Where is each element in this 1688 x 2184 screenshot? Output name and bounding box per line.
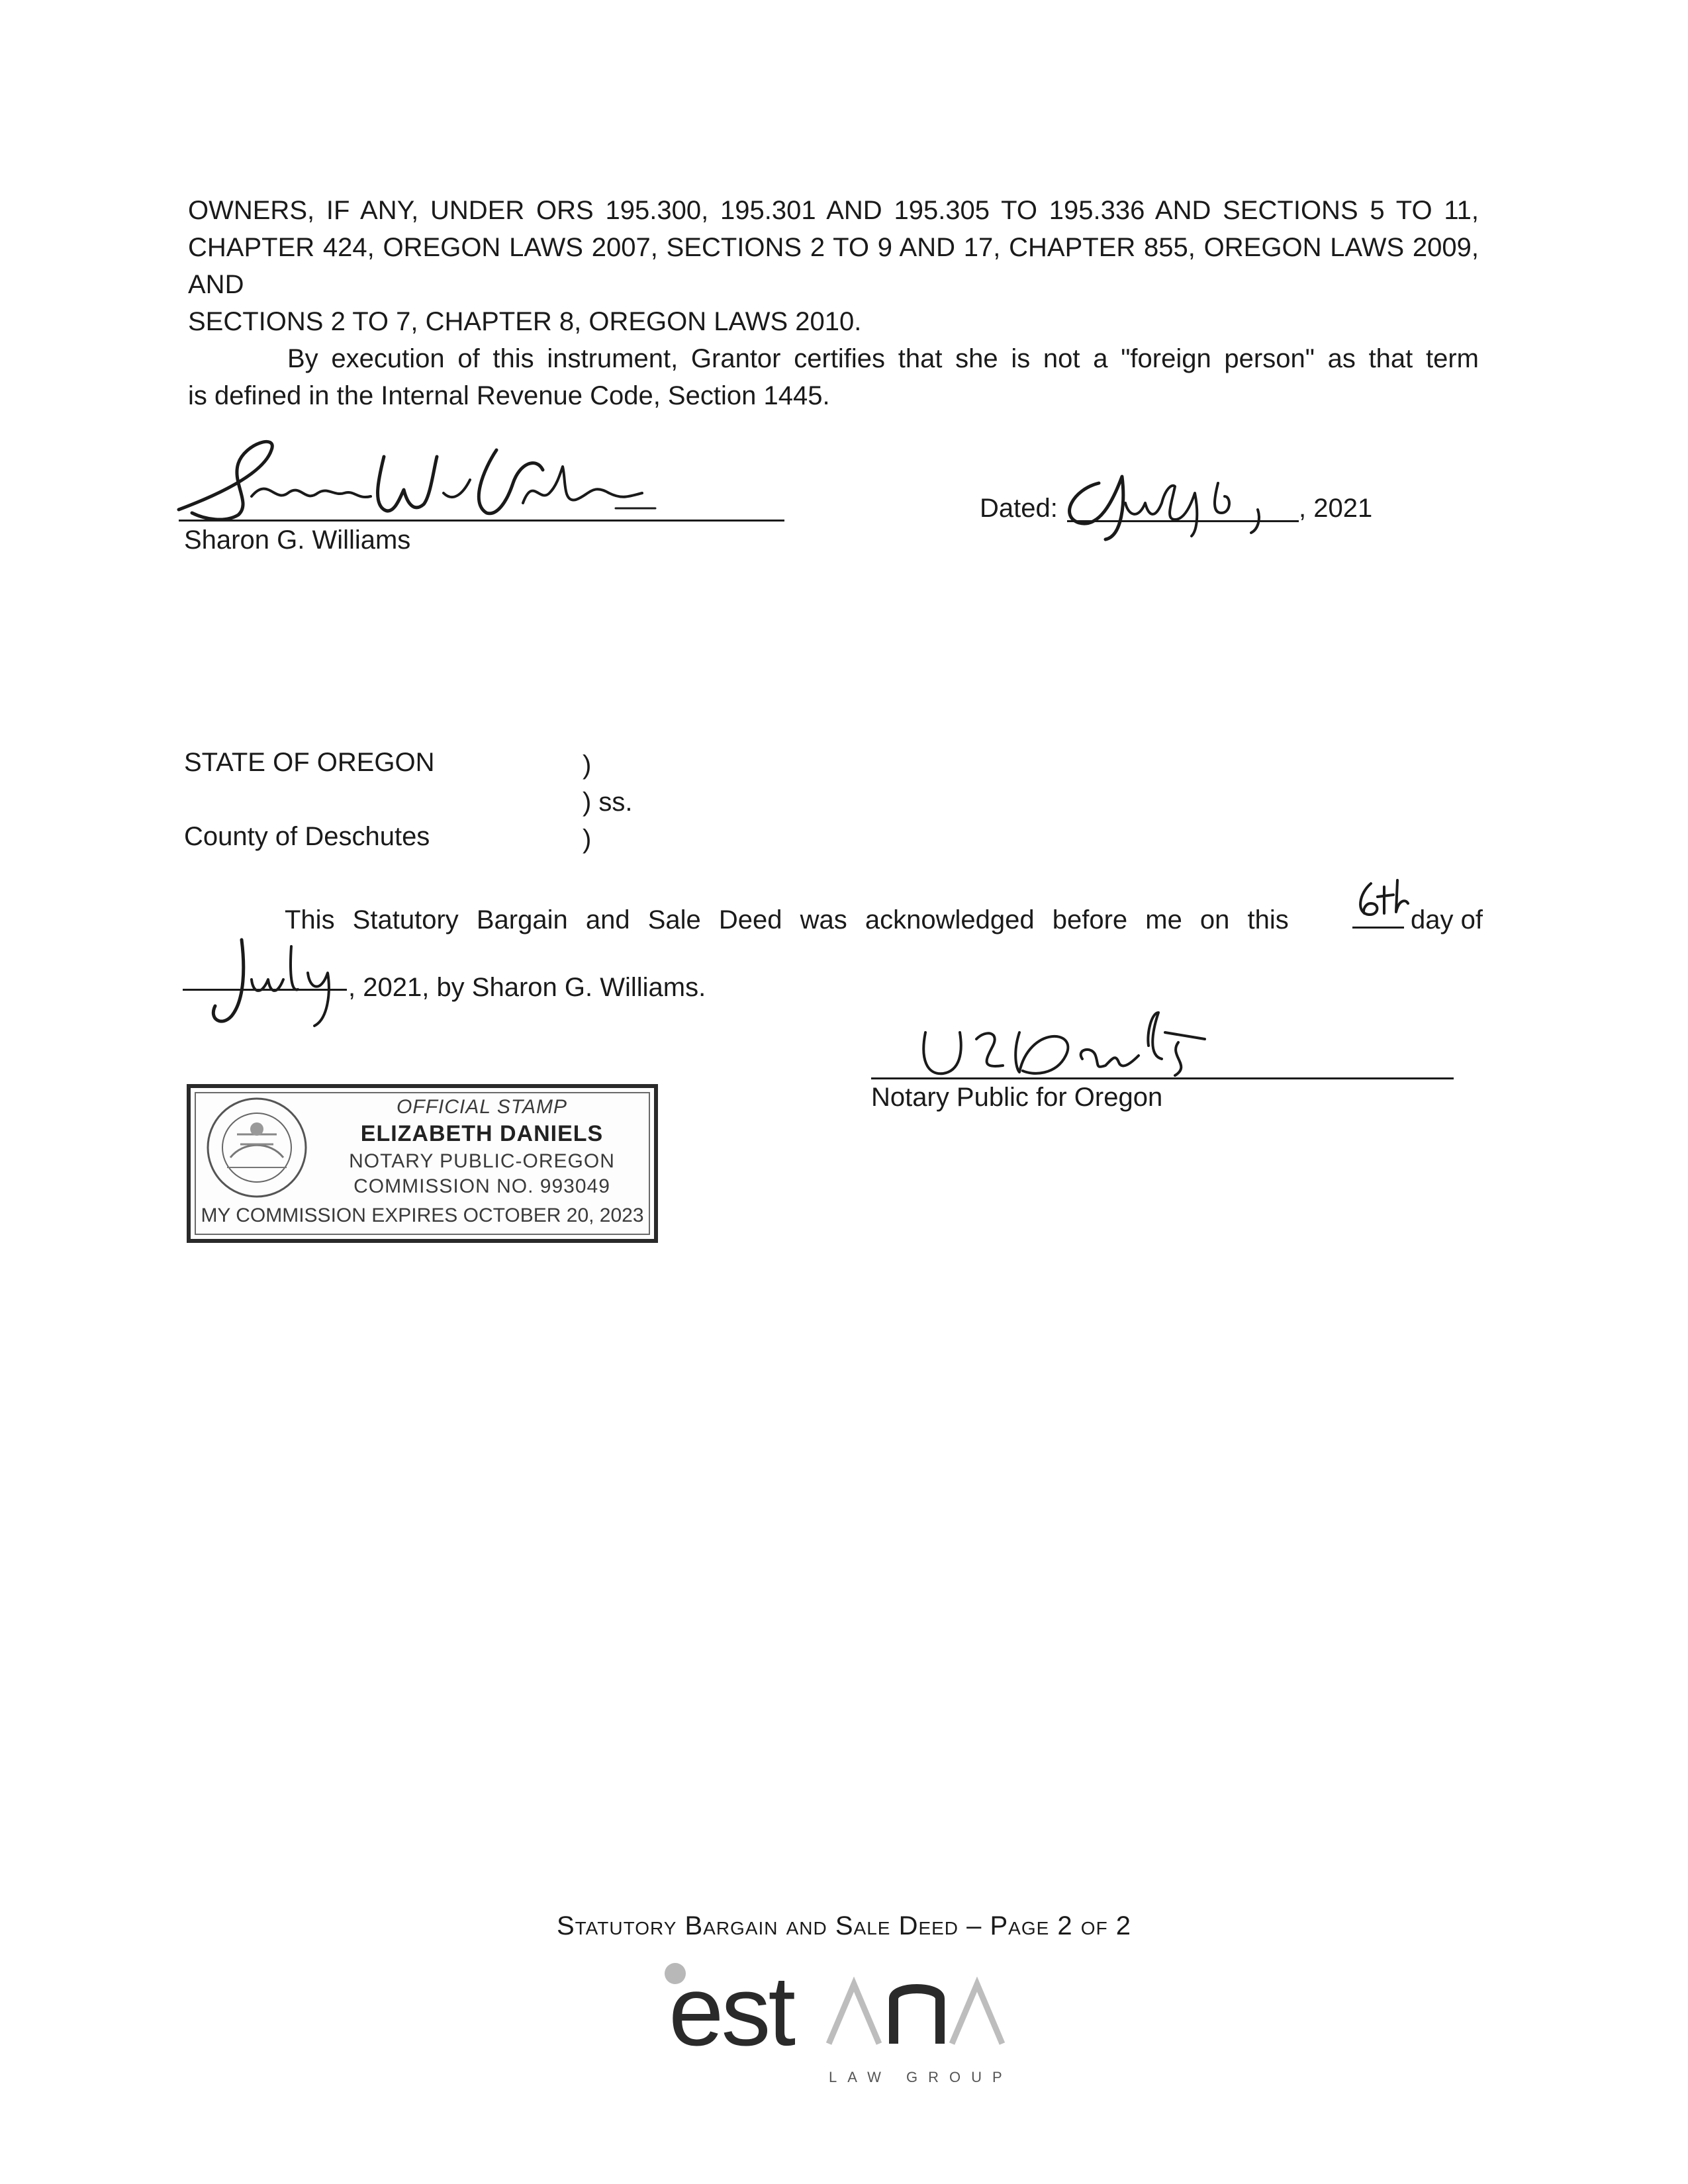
venue-paren: ) <box>583 751 592 780</box>
certification-line: By execution of this instrument, Grantor certifies that she is not a "foreign person" as that term <box>287 344 1479 373</box>
grantor-signature-line <box>179 520 784 522</box>
grantor-printed-name: Sharon G. Williams <box>184 525 411 555</box>
day-handwritten <box>1352 874 1412 927</box>
acknowledgment-text: This Statutory Bargain and Sale Deed was acknowledged before me on this <box>285 905 1289 934</box>
stamp-expiration: MY COMMISSION EXPIRES OCTOBER 20, 2023 <box>201 1205 644 1226</box>
owners-clause-line: SECTIONS 2 TO 7, CHAPTER 8, OREGON LAWS 2010. <box>188 307 862 336</box>
stamp-official-label: OFFICIAL STAMP <box>397 1096 567 1118</box>
day-of-text: day of <box>1411 905 1483 934</box>
owners-clause <box>188 192 1479 340</box>
estana-logo <box>655 1959 1013 2091</box>
day-blank <box>1352 900 1404 929</box>
acknowledgment-line-1 <box>285 900 1483 936</box>
svg-text:LAW GROUP: LAW GROUP <box>829 2069 1013 2085</box>
acknowledgment-line-2: , 2021, by Sharon G. Williams. <box>348 973 706 1002</box>
certification-line: is defined in the Internal Revenue Code, Section 1445. <box>188 381 830 410</box>
svg-text:est: est <box>669 1959 794 2066</box>
notary-signature-line <box>871 1077 1454 1079</box>
stamp-notary-name: ELIZABETH DANIELS <box>360 1121 604 1146</box>
owners-clause-line: CHAPTER 424, OREGON LAWS 2007, SECTIONS 2 TO 9 AND 17, CHAPTER 855, OREGON LAWS 2009, AND <box>188 233 1479 299</box>
stamp-commission-number: COMMISSION NO. 993049 <box>353 1175 610 1197</box>
month-handwritten <box>179 927 357 1032</box>
foreign-person-certification <box>188 340 1479 414</box>
dated-handwritten <box>1059 457 1311 543</box>
venue-county: County of Deschutes <box>184 822 430 851</box>
dated-label: Dated: <box>980 494 1058 523</box>
dated-year: , 2021 <box>1299 494 1373 523</box>
notary-title: Notary Public for Oregon <box>871 1083 1163 1112</box>
stamp-notary-title: NOTARY PUBLIC-OREGON <box>349 1150 615 1172</box>
owners-clause-line: OWNERS, IF ANY, UNDER ORS 195.300, 195.301 AND 195.305 TO 195.336 AND SECTIONS 5 TO 11, <box>188 196 1479 225</box>
venue-ss: ) ss. <box>583 788 633 817</box>
venue-state: STATE OF OREGON <box>184 748 435 777</box>
page-footer: Statutory Bargain and Sale Deed – Page 2 of 2 <box>556 1911 1132 1940</box>
venue-paren: ) <box>583 825 592 854</box>
notary-signature <box>914 993 1218 1085</box>
oregon-seal-icon <box>204 1095 310 1201</box>
grantor-signature <box>152 430 682 529</box>
notary-stamp <box>187 1084 658 1243</box>
